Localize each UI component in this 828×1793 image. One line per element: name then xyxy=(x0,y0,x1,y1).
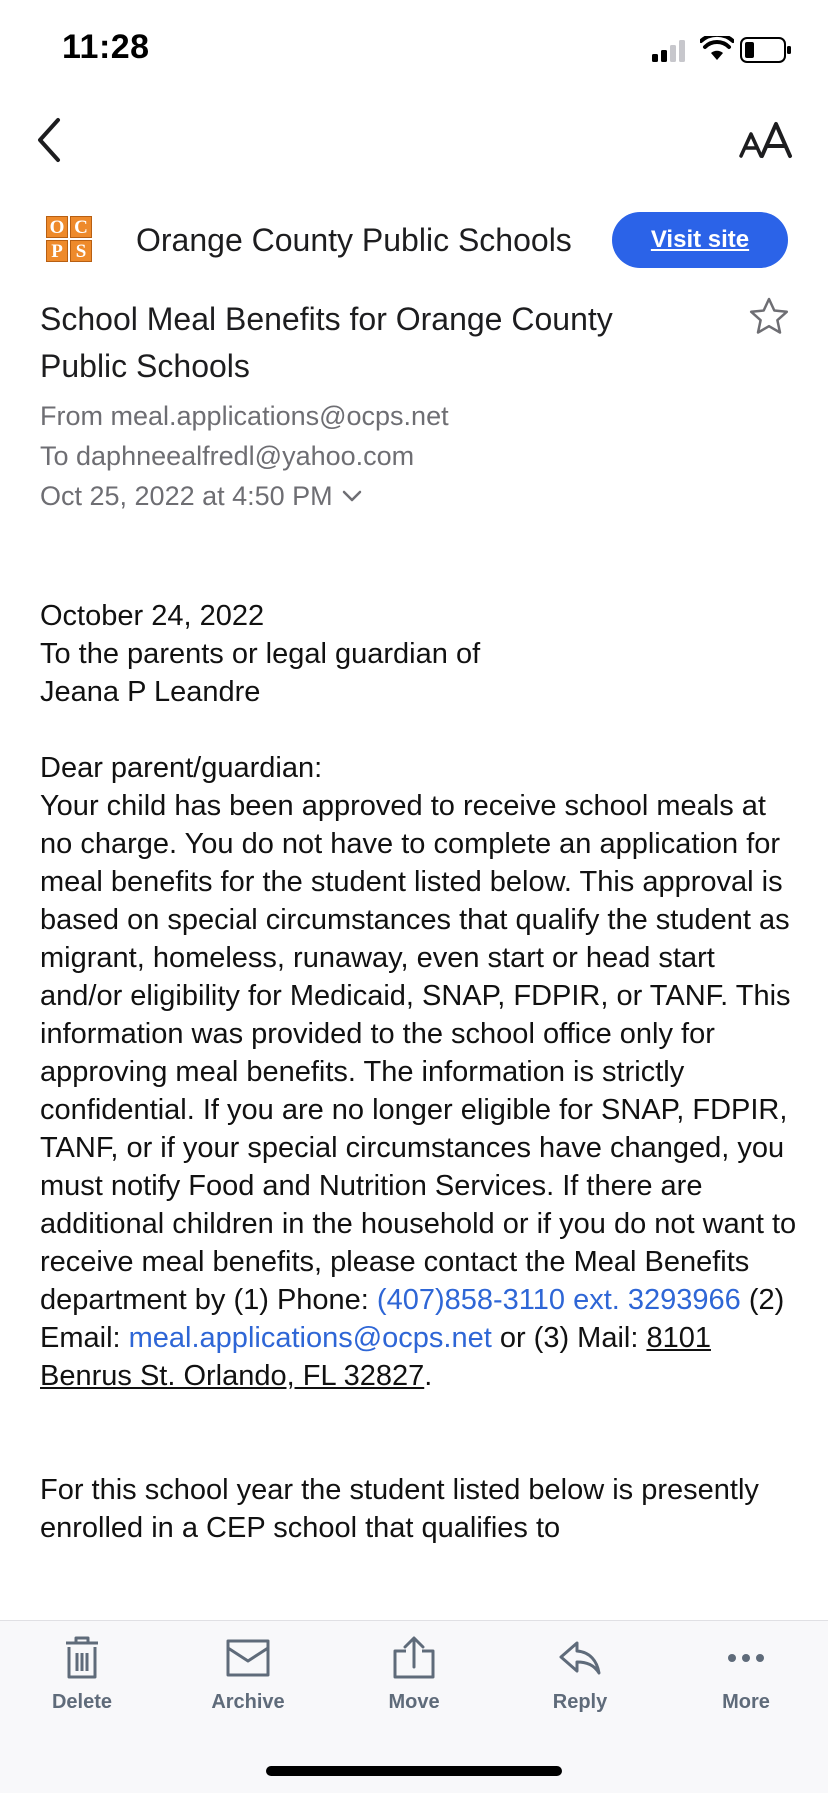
phone-link[interactable]: (407)858-3110 ext. 3293966 xyxy=(376,1284,741,1316)
email-meta xyxy=(40,396,449,516)
archive-label: Archive xyxy=(211,1691,285,1713)
date-line: Oct 25, 2022 at 4:50 PM xyxy=(40,481,333,511)
email-link[interactable]: meal.applications@ocps.net xyxy=(128,1322,492,1354)
cellular-signal-icon xyxy=(652,40,688,62)
email-subject: School Meal Benefits for Orange County Public Schools xyxy=(40,301,613,384)
end-period: . xyxy=(424,1360,433,1392)
logo-letter: S xyxy=(70,240,92,262)
delete-button[interactable] xyxy=(22,1635,142,1714)
body-paragraph xyxy=(40,787,800,1395)
body-paragraph-2: For this school year the student listed below is presently enrolled in a CEP school that qualifies to xyxy=(40,1474,759,1544)
logo-letter: C xyxy=(70,216,92,238)
email-body xyxy=(40,597,800,1547)
battery-icon xyxy=(740,36,792,64)
logo-letter: P xyxy=(46,240,68,262)
status-bar xyxy=(0,0,828,100)
move-button[interactable] xyxy=(354,1635,474,1714)
reply-label: Reply xyxy=(552,1691,608,1713)
more-label: More xyxy=(722,1691,770,1713)
sender-row xyxy=(0,210,828,280)
back-chevron-icon[interactable] xyxy=(30,112,70,168)
wifi-icon xyxy=(700,36,734,62)
home-indicator xyxy=(266,1766,562,1776)
archive-icon xyxy=(225,1635,271,1681)
archive-button[interactable] xyxy=(188,1635,308,1714)
status-time: 11:28 xyxy=(62,28,150,66)
body-date: October 24, 2022 xyxy=(40,600,265,632)
delete-label: Delete xyxy=(51,1691,113,1713)
body-greeting: Dear parent/guardian: xyxy=(40,752,323,784)
reply-icon xyxy=(557,1635,603,1681)
move-label: Move xyxy=(388,1691,440,1713)
email-intro-text: (2) Email: xyxy=(40,1284,785,1354)
star-icon[interactable] xyxy=(748,296,790,336)
more-button[interactable] xyxy=(686,1635,806,1714)
text-size-icon[interactable] xyxy=(738,116,800,166)
mail-intro-text: or (3) Mail: xyxy=(491,1322,647,1354)
visit-site-button[interactable]: Visit site xyxy=(612,212,788,268)
more-dots-icon xyxy=(723,1635,769,1681)
date-row[interactable] xyxy=(40,476,449,516)
to-line: To daphneealfredl@yahoo.com xyxy=(40,441,415,471)
from-line: From meal.applications@ocps.net xyxy=(40,401,449,431)
reply-button[interactable] xyxy=(520,1635,640,1714)
move-icon xyxy=(391,1635,437,1681)
address-link[interactable]: 8101 Benrus St. Orlando, FL 32827 xyxy=(40,1322,711,1392)
ocps-logo xyxy=(46,216,96,264)
sender-name: Orange County Public Schools xyxy=(136,222,572,258)
body-student-name: Jeana P Leandre xyxy=(40,676,261,708)
logo-letter: O xyxy=(46,216,68,238)
nav-bar xyxy=(0,100,828,200)
trash-icon xyxy=(62,1635,102,1681)
body-addressee: To the parents or legal guardian of xyxy=(40,638,481,670)
body-paragraph-text: Your child has been approved to receive school meals at no charge. You do not have to complete an application for meal benefits for the student listed below. This approval is based on special circumstances that qualify the student as migrant, homeless, runaway, even start or head start and/or eligibility for Medicaid, SNAP, FDPIR, or TANF. This information was provided to the school office only for approving meal benefits. The information is strictly confidential. If you are no longer eligible for SNAP, FDPIR, TANF, or if your special circumstances have changed, you must notify Food and Nutrition Services. If there are additional children in the household or if you do not want to receive meal benefits, please contact the Meal Benefits department by (1) Phone: xyxy=(40,790,797,1316)
chevron-down-icon[interactable] xyxy=(341,489,363,503)
